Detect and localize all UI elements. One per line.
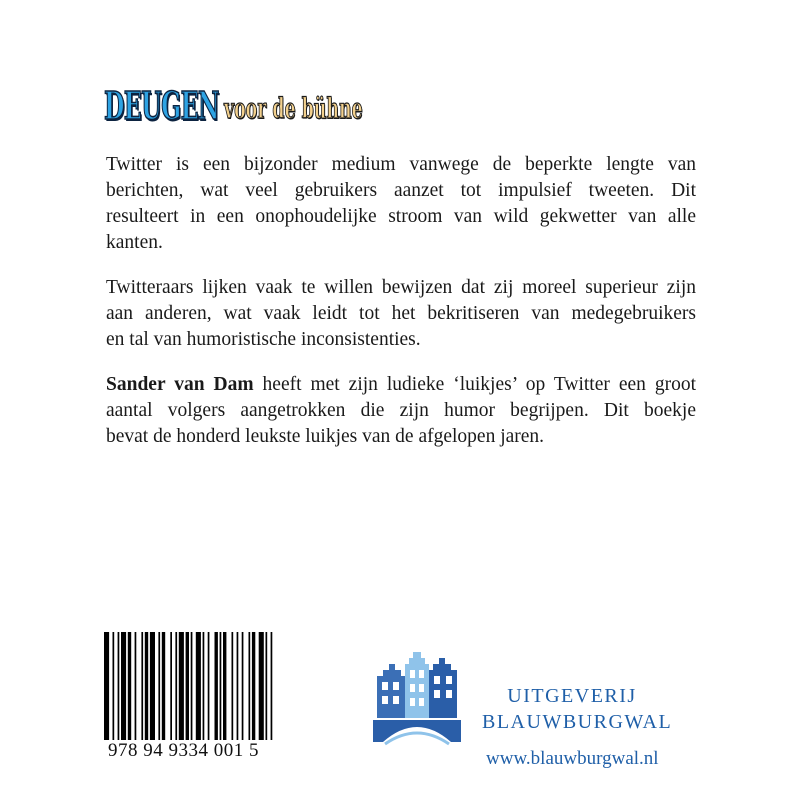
paragraph-line: kanten.	[106, 232, 163, 253]
barcode-bar	[223, 632, 226, 740]
barcode-bar	[249, 632, 251, 740]
barcode-bar	[242, 632, 244, 740]
barcode-bar	[150, 632, 155, 740]
barcode-bar	[175, 632, 177, 740]
barcode-bar	[128, 632, 131, 740]
author-line-rest: heeft met zijn ludieke ‘luikjes’ op Twitter een groot	[253, 374, 696, 395]
barcode	[104, 632, 302, 740]
paragraph-line: aantal volgers aangetrokken die zijn humor begrijpen. Dit boekje	[106, 400, 696, 421]
barcode-bar	[145, 632, 148, 740]
publisher-url: www.blauwburgwal.nl	[486, 748, 659, 769]
barcode-bar	[162, 632, 165, 740]
publisher-logo-icon	[371, 652, 463, 752]
paragraph-author	[106, 372, 696, 450]
title-sub: voor de bühne	[224, 92, 363, 125]
paragraph-line	[106, 372, 696, 398]
barcode-bar	[121, 632, 126, 740]
barcode-bar	[271, 632, 273, 740]
isbn-number: 978 94 9334 001 5	[108, 740, 259, 761]
barcode-bar	[141, 632, 143, 740]
barcode-bar	[170, 632, 172, 740]
barcode-bar	[259, 632, 264, 740]
barcode-bar	[191, 632, 193, 740]
barcode-bar	[113, 632, 115, 740]
barcode-bar	[186, 632, 189, 740]
book-title	[104, 78, 448, 128]
publisher-name-line1: UITGEVERIJ	[507, 685, 637, 707]
paragraph-line: aan anderen, wat vaak leidt tot het bekritiseren van medegebruikers	[106, 303, 696, 324]
publisher-name-line2: BLAUWBURGWAL	[482, 711, 673, 733]
barcode-bar	[220, 632, 222, 740]
barcode-bar	[208, 632, 210, 740]
paragraph-line: berichten, wat veel gebruikers aanzet tot impulsief tweeten. Dit	[106, 180, 696, 201]
barcode-bar	[266, 632, 268, 740]
paragraph-line: Twitteraars lijken vaak te willen bewijzen dat zij moreel superieur zijn	[106, 277, 696, 298]
paragraph-twitteraars	[106, 275, 696, 353]
barcode-bar	[196, 632, 201, 740]
paragraph-line: Twitter is een bijzonder medium vanwege de beperkte lengte van	[106, 154, 696, 175]
barcode-bar	[179, 632, 184, 740]
title-main: DEUGEN	[104, 83, 219, 128]
barcode-bar	[135, 632, 137, 740]
barcode-bar	[118, 632, 120, 740]
paragraph-line: en tal van humoristische inconsistenties.	[106, 329, 421, 350]
barcode-bar	[158, 632, 160, 740]
barcode-bar	[203, 632, 205, 740]
paragraph-line: resulteert in een onophoudelijke stroom van wild gekwetter van alle	[106, 206, 696, 227]
paragraph-line: bevat de honderd leukste luikjes van de afgelopen jaren.	[106, 426, 545, 447]
barcode-bar	[232, 632, 234, 740]
barcode-bar	[104, 632, 109, 740]
barcode-bar	[237, 632, 239, 740]
barcode-bar	[215, 632, 218, 740]
paragraph-intro	[106, 152, 696, 256]
barcode-bar	[252, 632, 255, 740]
author-name: Sander van Dam	[106, 374, 254, 395]
